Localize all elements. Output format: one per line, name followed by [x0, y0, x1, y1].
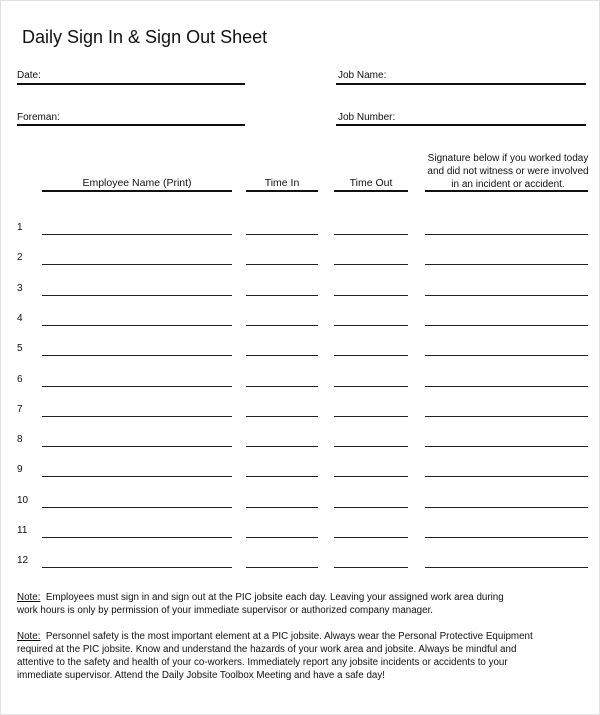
job-number-field[interactable]: [336, 124, 586, 126]
date-label: Date:: [17, 70, 41, 81]
signature-line[interactable]: [425, 234, 588, 235]
note-1: [17, 591, 585, 617]
time-out-header-rule: [334, 190, 408, 192]
time-out-line[interactable]: [334, 295, 408, 296]
note-1-line-2: work hours is only by permission of your immediate supervisor or authorized company manager.: [17, 605, 434, 616]
row-number: 2: [17, 252, 23, 263]
row-number: 10: [17, 495, 29, 506]
row-number: 11: [17, 525, 28, 536]
row-number: 5: [17, 343, 23, 354]
row-number: 1: [17, 222, 23, 233]
time-out-line[interactable]: [334, 234, 408, 235]
time-in-line[interactable]: [246, 476, 318, 477]
signature-line[interactable]: [425, 446, 588, 447]
foreman-label: Foreman:: [17, 112, 60, 123]
time-in-line[interactable]: [246, 386, 318, 387]
time-in-line[interactable]: [246, 446, 318, 447]
note-2: [17, 630, 585, 682]
signature-line[interactable]: [425, 507, 588, 508]
page-title: Daily Sign In & Sign Out Sheet: [22, 27, 268, 47]
row-number: 7: [17, 404, 23, 415]
date-field[interactable]: [17, 83, 245, 85]
time-in-line[interactable]: [246, 537, 318, 538]
time-out-line[interactable]: [334, 325, 408, 326]
time-in-line[interactable]: [246, 325, 318, 326]
time-out-line[interactable]: [334, 476, 408, 477]
signature-line[interactable]: [425, 386, 588, 387]
time-out-header: Time Out: [349, 177, 393, 189]
employee-header-rule: [42, 190, 232, 192]
signature-header: Signature below if you worked today and did not witness or were involved in an incident or accident.: [427, 153, 589, 190]
row-number: 3: [17, 283, 23, 294]
time-out-line[interactable]: [334, 386, 408, 387]
time-in-header-rule: [246, 190, 318, 192]
time-out-line[interactable]: [334, 507, 408, 508]
note-2-label: Note:: [17, 631, 41, 642]
time-in-line[interactable]: [246, 507, 318, 508]
time-out-line[interactable]: [334, 355, 408, 356]
employee-name-line[interactable]: [42, 537, 232, 538]
job-number-label: Job Number:: [338, 112, 396, 123]
row-number: 9: [17, 464, 23, 475]
time-out-line[interactable]: [334, 416, 408, 417]
note-2-line-3: attentive to the safety and health of your co-workers. Immediately report any jobsite incidents or accidents to your: [17, 657, 508, 668]
employee-name-line[interactable]: [42, 295, 232, 296]
time-out-line[interactable]: [334, 567, 408, 568]
employee-name-line[interactable]: [42, 386, 232, 387]
employee-name-line[interactable]: [42, 325, 232, 326]
time-in-line[interactable]: [246, 355, 318, 356]
time-in-line[interactable]: [246, 295, 318, 296]
job-name-label: Job Name:: [338, 70, 387, 81]
job-name-field[interactable]: [336, 83, 586, 85]
row-number: 4: [17, 313, 23, 324]
employee-name-line[interactable]: [42, 355, 232, 356]
row-number: 8: [17, 434, 23, 445]
signature-line[interactable]: [425, 264, 588, 265]
signature-header-rule: [425, 190, 588, 192]
employee-name-line[interactable]: [42, 507, 232, 508]
row-number: 6: [17, 374, 23, 385]
time-out-line[interactable]: [334, 537, 408, 538]
note-2-line-4: immediate supervisor. Attend the Daily Jobsite Toolbox Meeting and have a safe day!: [17, 670, 385, 681]
time-in-line[interactable]: [246, 264, 318, 265]
time-in-line[interactable]: [246, 234, 318, 235]
employee-name-line[interactable]: [42, 234, 232, 235]
signature-line[interactable]: [425, 567, 588, 568]
employee-name-line[interactable]: [42, 476, 232, 477]
note-1-line-1: Employees must sign in and sign out at the PIC jobsite each day. Leaving your assigned work area during: [45, 592, 504, 603]
time-out-line[interactable]: [334, 446, 408, 447]
employee-name-line[interactable]: [42, 416, 232, 417]
employee-name-line[interactable]: [42, 264, 232, 265]
signature-line[interactable]: [425, 416, 588, 417]
employee-name-line[interactable]: [42, 567, 232, 568]
note-1-label: Note:: [17, 592, 41, 603]
time-in-header: Time In: [264, 177, 300, 189]
signature-line[interactable]: [425, 295, 588, 296]
employee-name-header: Employee Name (Print): [82, 177, 192, 189]
note-2-line-2: required at the PIC jobsite. Know and understand the hazards of your work area and jobsite. Always be mindful and: [17, 644, 517, 655]
time-in-line[interactable]: [246, 416, 318, 417]
time-out-line[interactable]: [334, 264, 408, 265]
time-in-line[interactable]: [246, 567, 318, 568]
signature-line[interactable]: [425, 355, 588, 356]
foreman-field[interactable]: [17, 124, 245, 126]
note-2-line-1: Personnel safety is the most important element at a PIC jobsite. Always wear the Personal Protective Equipment: [45, 631, 533, 642]
signature-line[interactable]: [425, 325, 588, 326]
signature-line[interactable]: [425, 537, 588, 538]
signature-line[interactable]: [425, 476, 588, 477]
employee-name-line[interactable]: [42, 446, 232, 447]
row-number: 12: [17, 555, 29, 566]
